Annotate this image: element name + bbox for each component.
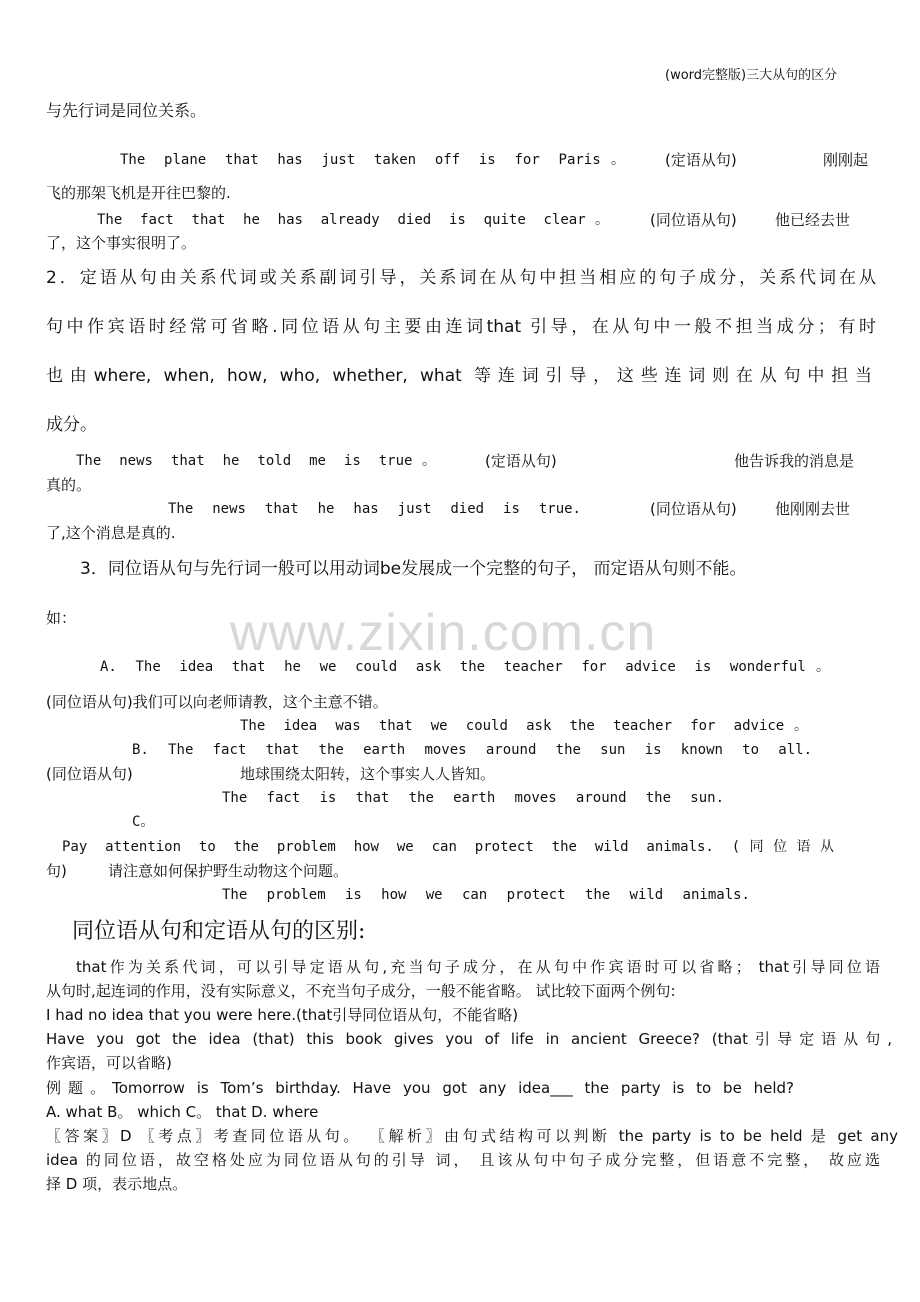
paragraph-line: 3．同位语从句与先行词一般可以用动词be发展成一个完整的句子， 而定语从句则不能。 (80, 559, 747, 579)
example-sentence: Have you got the idea (that) this book gives you of life in ancient Greece? (that引导定语从句, (46, 1030, 892, 1048)
paragraph-line: 如： (46, 609, 77, 627)
example-sentence: The news that he has just died is true. (168, 501, 581, 517)
exercise-options: A. what B。 which C。 that D. where (46, 1103, 319, 1121)
page-header: (word完整版)三大从句的区分 (665, 68, 838, 83)
clause-tag: (同位语从句) (650, 211, 737, 229)
watermark: www.zixin.com.cn (230, 604, 657, 662)
paragraph-line: 成分。 (46, 415, 97, 435)
paragraph-line: 也由where, when, how, who, whether, what 等连词引导，这些连词则在从句中担当 (46, 366, 872, 386)
paragraph-line: 作宾语，可以省略) (46, 1054, 172, 1072)
clause-tag: (同位语从句) (650, 500, 737, 518)
translation: 请注意如何保护野生动物这个问题。 (108, 862, 349, 880)
exercise-question: 例题。Tomorrow is Tom’s birthday. Have you got any idea___ the party is to be held? (46, 1079, 794, 1097)
example-sentence: The plane that has just taken off is for Paris。 (120, 152, 625, 168)
example-sentence: The news that he told me is true。 (76, 453, 436, 469)
answer-line: idea 的同位语，故空格处应为同位语从句的引导 词， 且该从句中句子成分完整，但语意不完整， 故应选 (46, 1151, 880, 1169)
translation: 他已经去世 (775, 211, 851, 229)
answer-line: 择 D 项，表示地点。 (46, 1175, 188, 1193)
clause-tag: (定语从句) (485, 452, 557, 470)
paragraph-line: that作为关系代词，可以引导定语从句,充当句子成分，在从句中作宾语时可以省略； that引导同位语 (76, 958, 880, 976)
example-sentence: B. The fact that the earth moves around the sun is known to all. (132, 742, 812, 758)
translation: 他告诉我的消息是 (734, 452, 855, 470)
clause-tag: (同位语从句) (46, 765, 133, 783)
paragraph-line: 2．定语从句由关系代词或关系副词引导，关系词在从句中担当相应的句子成分，关系代词在从 (46, 268, 876, 288)
clause-tag: 句) (46, 862, 67, 880)
paragraph-line: 从句时,起连词的作用，没有实际意义，不充当句子成分，一般不能省略。 试比较下面两个例句: (46, 982, 676, 1000)
be-sentence: The problem is how we can protect the wild animals. (222, 887, 750, 903)
section-heading: 同位语从句和定语从句的区别: (72, 919, 366, 944)
translation: 了,这个消息是真的. (46, 524, 176, 542)
text-line: 与先行词是同位关系。 (46, 101, 207, 120)
example-sentence: A. The idea that he we could ask the teacher for advice is wonderful。 (100, 659, 830, 675)
clause-tag: (定语从句) (665, 151, 737, 169)
answer-line: 〖答案〗D 〖考点〗考查同位语从句。 〖解析〗由句式结构可以判断 the party is to be held 是 get any (46, 1127, 898, 1145)
translation: (同位语从句)我们可以向老师请教，这个主意不错。 (46, 693, 388, 711)
translation: 刚刚起 (823, 151, 869, 169)
translation: 他刚刚去世 (775, 500, 851, 518)
paragraph-line: 句中作宾语时经常可省略.同位语从句主要由连词that 引导，在从句中一般不担当成分；有时 (46, 317, 876, 337)
translation: 了，这个事实很明了。 (46, 234, 197, 252)
translation: 真的。 (46, 476, 92, 494)
example-sentence: Pay attention to the problem how we can protect the wild animals. (同位语从 (62, 839, 834, 855)
example-label: C。 (132, 814, 155, 830)
be-sentence: The idea was that we could ask the teacher for advice。 (240, 718, 808, 734)
be-sentence: The fact is that the earth moves around the sun. (222, 790, 724, 806)
translation: 地球围绕太阳转，这个事实人人皆知。 (240, 765, 496, 783)
example-sentence: The fact that he has already died is quite clear。 (97, 212, 609, 228)
example-sentence: I had no idea that you were here.(that引导同位语从句，不能省略) (46, 1006, 519, 1024)
translation: 飞的那架飞机是开往巴黎的. (46, 184, 231, 202)
